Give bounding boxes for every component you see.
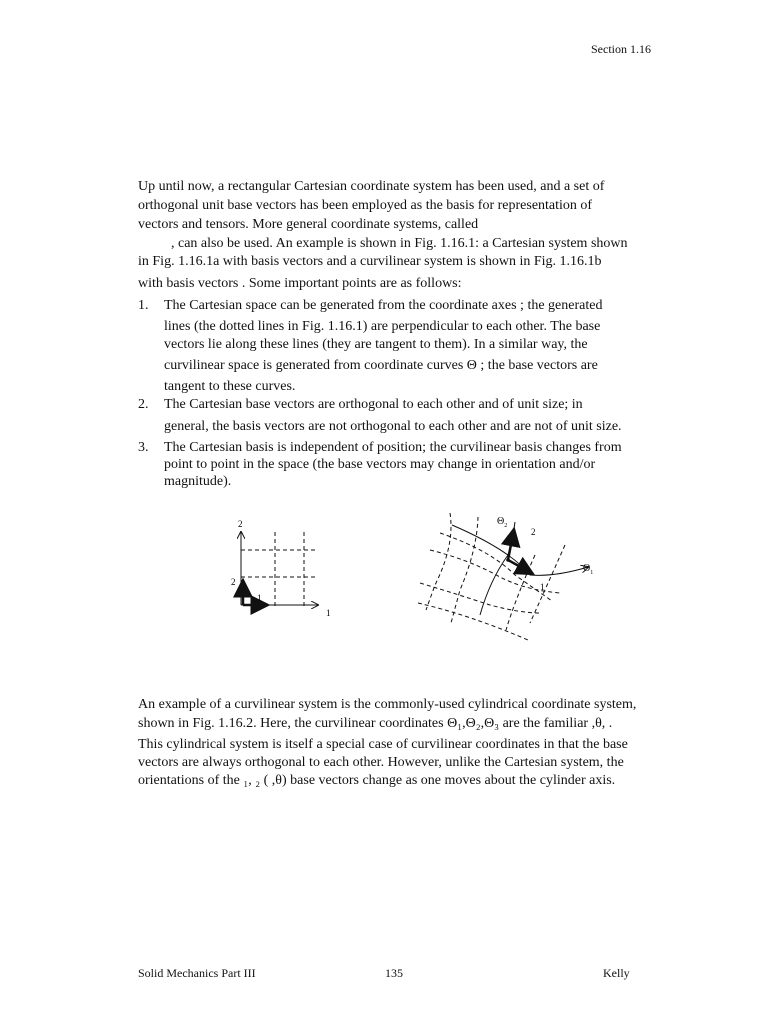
label-vector-g2: 2 bbox=[531, 527, 536, 537]
label-vector-1: 1 bbox=[257, 593, 262, 603]
intro-line: in Fig. 1.16.1a with basis vectors and a curvilinear system is shown in Fig. 1.16.1b bbox=[138, 254, 602, 269]
list-line: magnitude). bbox=[164, 474, 232, 489]
grid-curve bbox=[418, 603, 528, 640]
intro-line: , can also be used. An example is shown in Fig. 1.16.1: a Cartesian system shown bbox=[171, 236, 628, 251]
footer-title: Solid Mechanics Part III bbox=[138, 966, 256, 980]
page-number: 135 bbox=[385, 966, 403, 980]
list-line: vectors lie along these lines (they are tangent to them). In a similar way, the bbox=[164, 337, 588, 352]
label-vector-2: 2 bbox=[231, 577, 236, 587]
point-marker bbox=[506, 558, 510, 562]
grid-curve bbox=[530, 545, 565, 623]
cyl-line: orientations of the ₁, ₂ ( ,θ) base vectors change as one moves about the cylinder axis. bbox=[138, 773, 616, 788]
footer-author: Kelly bbox=[603, 966, 630, 980]
label-axis-2: 2 bbox=[238, 519, 243, 529]
intro-line: Up until now, a rectangular Cartesian coordinate system has been used, and a set of bbox=[138, 179, 605, 194]
grid-curve bbox=[451, 517, 478, 623]
grid-curve bbox=[440, 533, 552, 601]
theta2-curve bbox=[480, 522, 515, 615]
list-line: lines (the dotted lines in Fig. 1.16.1) are perpendicular to each other. The base bbox=[164, 319, 601, 334]
cartesian-diagram bbox=[231, 519, 331, 618]
curvilinear-diagram bbox=[418, 513, 593, 640]
curvilinear-vector-2 bbox=[508, 529, 514, 560]
list-line: The Cartesian space can be generated from the coordinate axes ; the generated bbox=[164, 298, 603, 313]
intro-line: orthogonal unit base vectors has been employed as the basis for representation of bbox=[138, 198, 593, 213]
list-line: point to point in the space (the base vectors may change in orientation and/or bbox=[164, 457, 596, 472]
grid-curve bbox=[426, 513, 451, 610]
label-vector-g1: 1 bbox=[540, 582, 545, 592]
list-line: curvilinear space is generated from coordinate curves Θ ; the base vectors are bbox=[164, 358, 598, 373]
label-theta2: $\Theta_2$ bbox=[497, 516, 508, 529]
list-line: The Cartesian base vectors are orthogonal to each other and of unit size; in bbox=[164, 397, 583, 412]
list-line: tangent to these curves. bbox=[164, 379, 296, 394]
grid-curve bbox=[420, 583, 540, 613]
figure-coordinate-systems bbox=[0, 505, 768, 645]
curvilinear-vector-1 bbox=[508, 560, 533, 574]
list-line: The Cartesian basis is independent of position; the curvilinear basis changes from bbox=[164, 440, 622, 455]
section-header: Section 1.16 bbox=[591, 42, 651, 56]
cyl-line: This cylindrical system is itself a special case of curvilinear coordinates in that the base bbox=[138, 737, 628, 752]
cyl-line: An example of a curvilinear system is the commonly-used cylindrical coordinate system, bbox=[138, 697, 637, 712]
cyl-line: vectors are always orthogonal to each other. However, unlike the Cartesian system, the bbox=[138, 755, 624, 770]
intro-line: vectors and tensors. More general coordinate systems, called bbox=[138, 217, 479, 232]
list-line: general, the basis vectors are not orthogonal to each other and are not of unit size. bbox=[164, 419, 622, 434]
intro-line: with basis vectors . Some important points are as follows: bbox=[138, 276, 462, 291]
cyl-line: shown in Fig. 1.16.2. Here, the curvilinear coordinates Θ₁,Θ₂,Θ₃ are the familiar ,θ, . bbox=[138, 716, 613, 731]
label-axis-1: 1 bbox=[326, 608, 331, 618]
label-theta1: $\Theta_1$ bbox=[583, 563, 594, 576]
list-number: 3. bbox=[138, 440, 149, 455]
list-number: 2. bbox=[138, 397, 149, 412]
list-number: 1. bbox=[138, 298, 149, 313]
